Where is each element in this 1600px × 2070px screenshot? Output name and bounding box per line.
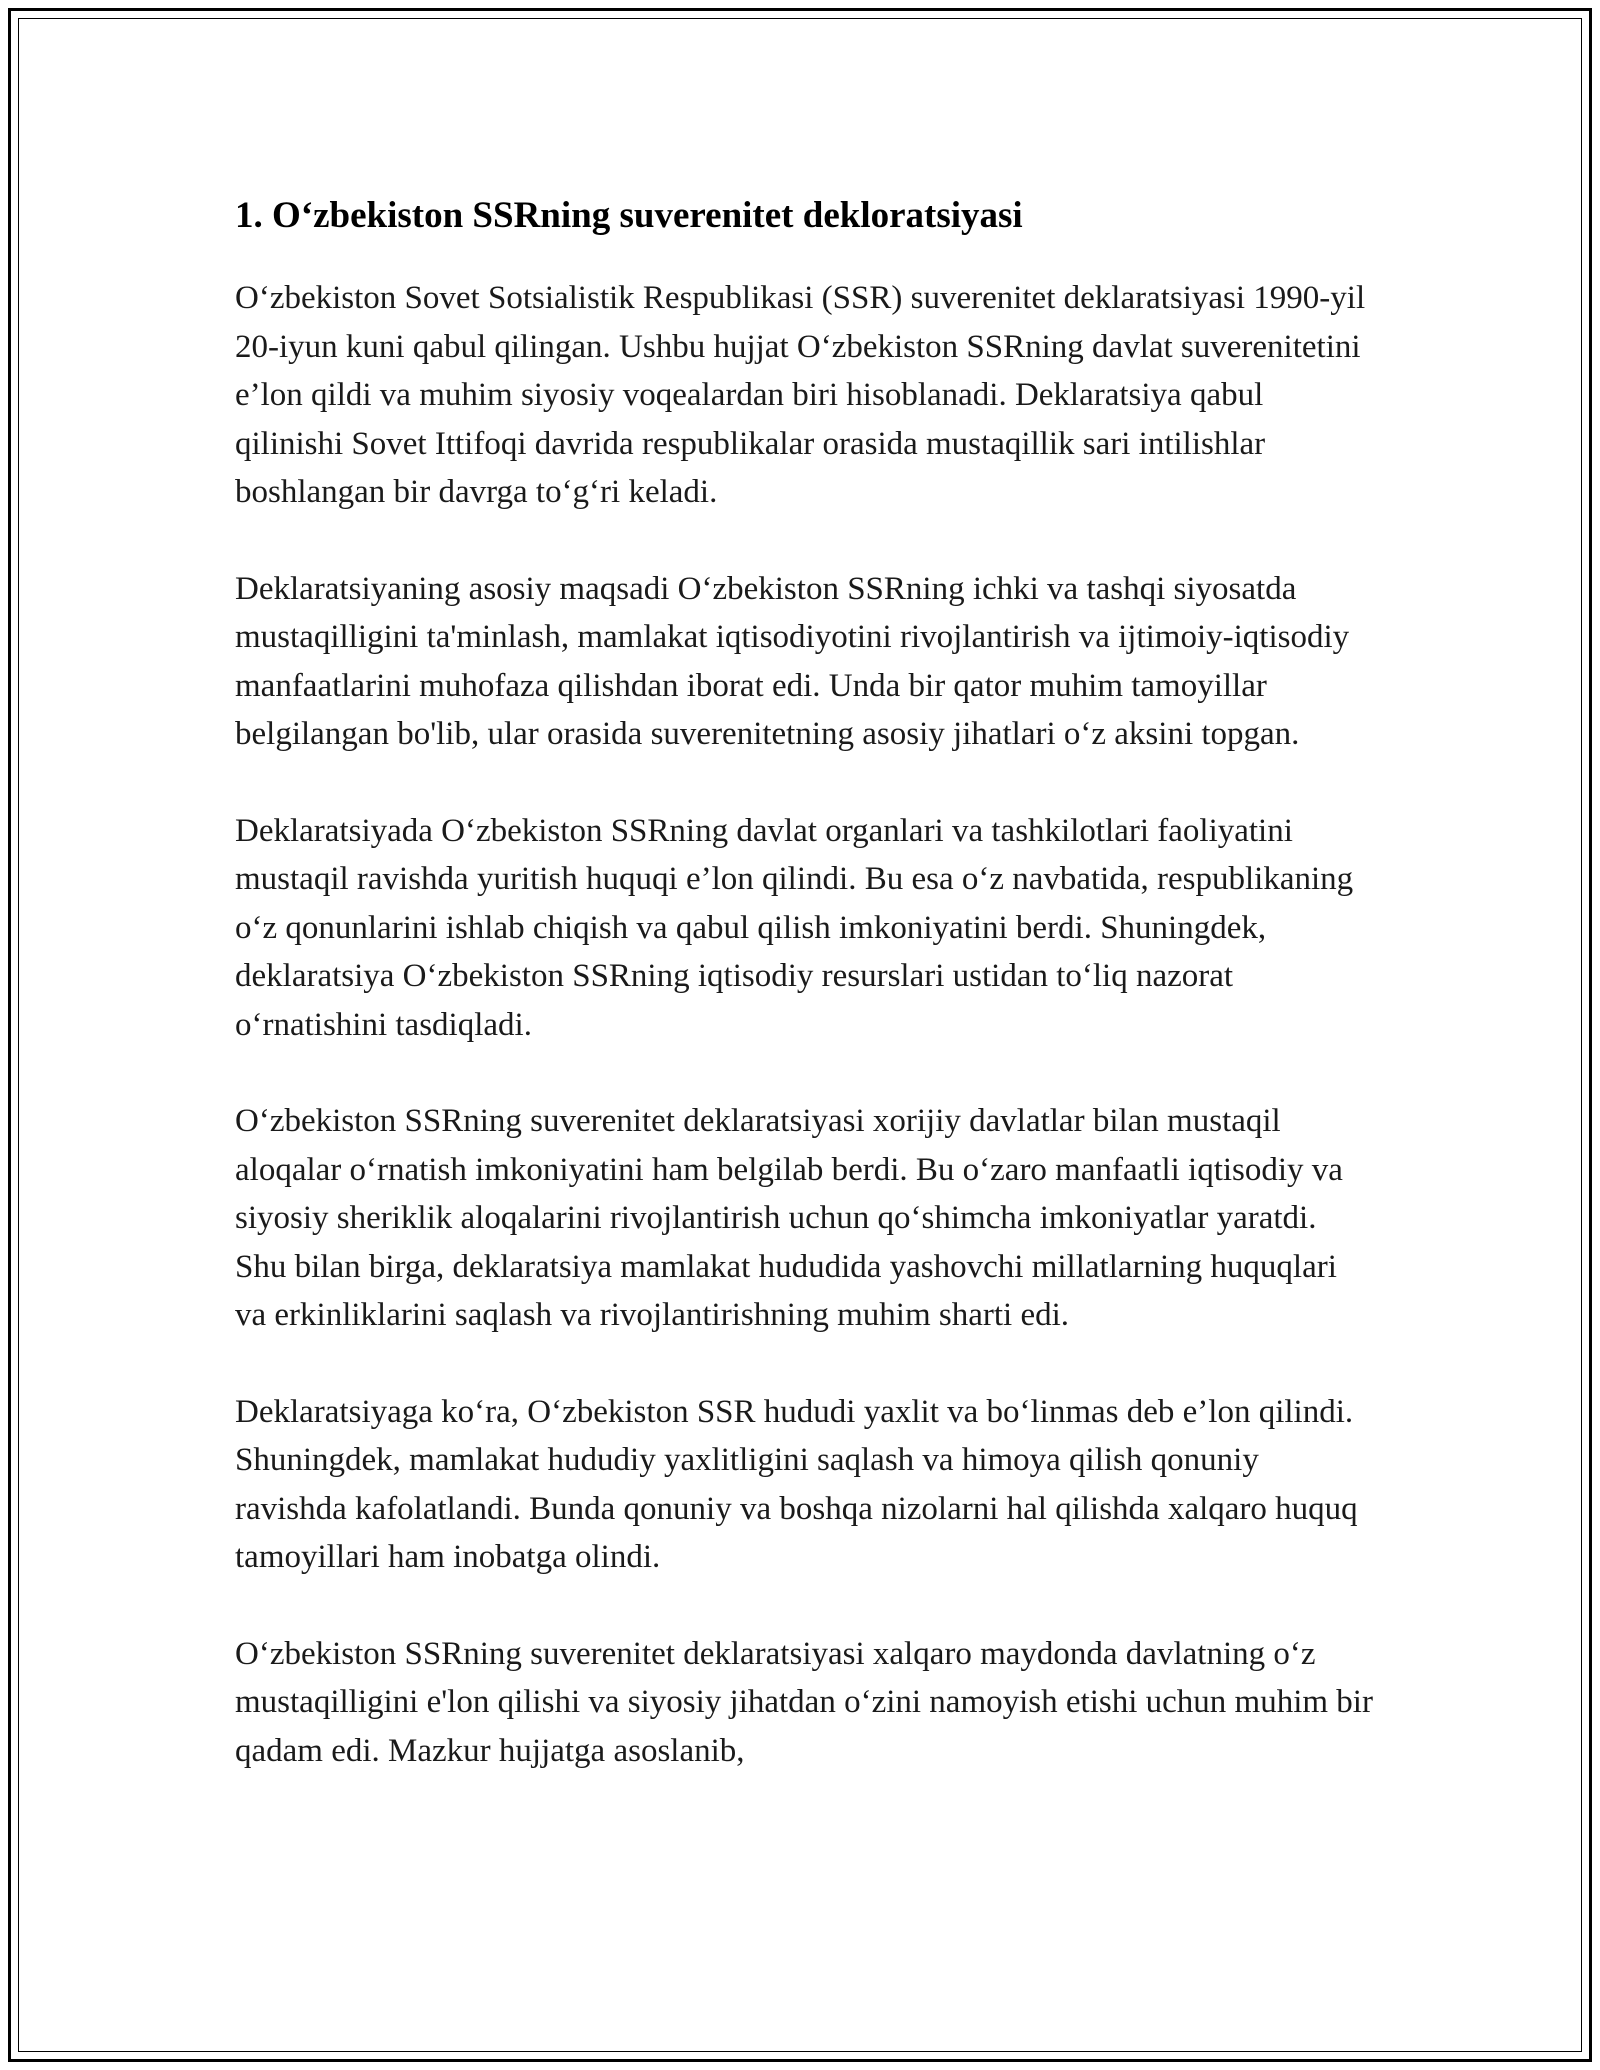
paragraph-5: Deklaratsiyaga ko‘ra, O‘zbekiston SSR hududi yaxlit va bo‘linmas deb e’lon qilindi. Shuningdek, mamlakat hududiy yaxlitligini saqlash va himoya qilish qonuniy ravishda kafolatlandi. Bunda qonuniy va boshqa nizolarni hal qilishda xalqaro huquq tamoyillari ham inobatga olindi. bbox=[235, 1393, 1358, 1575]
paragraph-6: O‘zbekiston SSRning suverenitet deklaratsiyasi xalqaro maydonda davlatning o‘z mustaqilligini e'lon qilishi va siyosiy jihatdan o‘zini namoyish etishi uchun muhim bir qadam edi. Mazkur hujjatga asoslanib, bbox=[235, 1635, 1373, 1769]
paragraph-4: O‘zbekiston SSRning suverenitet deklaratsiyasi xorijiy davlatlar bilan mustaqil aloqalar o‘rnatish imkoniyatini ham belgilab berdi. Bu o‘zaro manfaatli iqtisodiy va siyosiy sheriklik aloqalarini rivojlantirish uchun qo‘shimcha imkoniyatlar yaratdi. Shu bilan birga, deklaratsiya mamlakat hududida yashovchi millatlarning huquqlari va erkinliklarini saqlash va rivojlantirishning muhim sharti edi. bbox=[235, 1103, 1343, 1333]
paragraph-1: O‘zbekiston Sovet Sotsialistik Respublikasi (SSR) suverenitet deklaratsiyasi 1990-yil 20-iyun kuni qabul qilingan. Ushbu hujjat O‘zbekiston SSRning davlat suverenitetini e’lon qildi va muhim siyosiy voqealardan biri hisoblanadi. Deklaratsiya qabul qilinishi Sovet Ittifoqi davrida respublikalar orasida mustaqillik sari intilishlar boshlangan bir davrga to‘g‘ri keladi. bbox=[235, 280, 1366, 510]
paragraph-3: Deklaratsiyada O‘zbekiston SSRning davlat organlari va tashkilotlari faoliyatini mustaqil ravishda yuritish huquqi e’lon qilindi. Bu esa o‘z navbatida, respublikaning o‘z qonunlarini ishlab chiqish va qabul qilish imkoniyatini berdi. Shuningdek, deklaratsiya O‘zbekiston SSRning iqtisodiy resurslari ustidan to‘liq nazorat o‘rnatishini tasdiqladi. bbox=[235, 812, 1354, 1043]
document-body bbox=[235, 188, 1395, 1823]
paragraph-2: Deklaratsiyaning asosiy maqsadi O‘zbekiston SSRning ichki va tashqi siyosatda mustaqilligini ta'minlash, mamlakat iqtisodiyotini rivojlantirish va ijtimoiy-iqtisodiy manfaatlarini muhofaza qilishdan iborat edi. Unda bir qator muhim tamoyillar belgilangan bo'lib, ular orasida suverenitetning asosiy jihatlari o‘z aksini topgan. bbox=[235, 570, 1350, 752]
section-heading: 1. O‘zbekiston SSRning suverenitet dekloratsiyasi bbox=[235, 195, 1023, 236]
